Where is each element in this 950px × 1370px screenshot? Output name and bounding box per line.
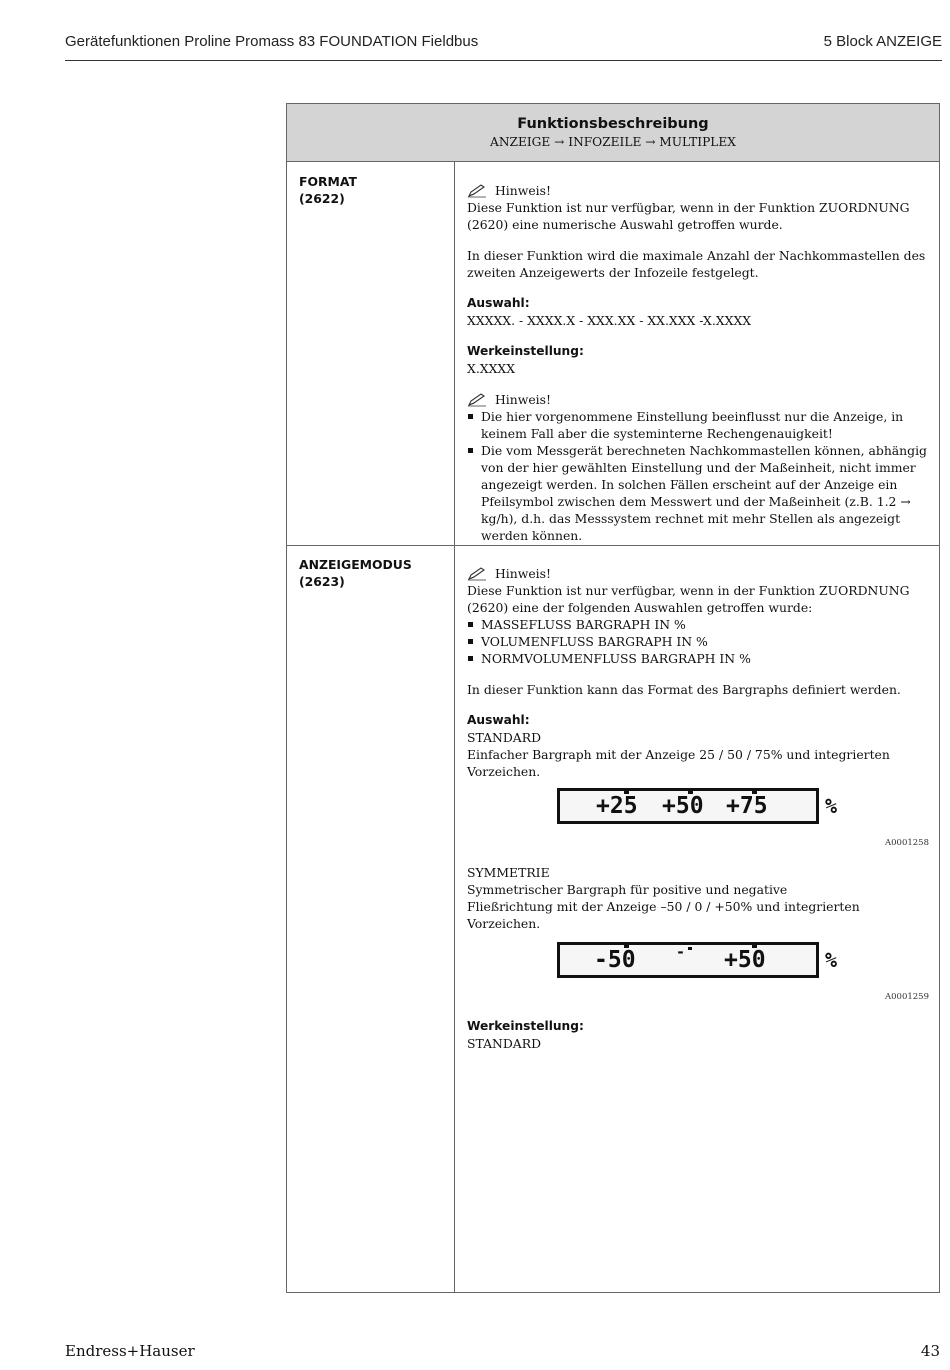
figure-id: A0001259 xyxy=(885,992,929,1002)
list-item: Die vom Messgerät berechneten Nachkommastellen können, abhängig von der hier gewählten Einstellung und der Maßeinheit, nicht immer angezeigt werden. In solchen Fällen erscheint auf der Anzeige ein Pfeilsymbol zwischen dem Messwert und der Maßeinheit (z.B. 1.2 → kg/h), d.h. das Messsystem rechnet mit mehr Stellen als angezeigt werden können. xyxy=(467,442,929,544)
werkeinstellung-value: X.XXXX xyxy=(467,361,516,376)
function-name-cell xyxy=(287,545,455,1292)
lcd-tick xyxy=(688,947,692,950)
figure-id: A0001258 xyxy=(885,838,929,848)
list-item: VOLUMENFLUSS BARGRAPH IN % xyxy=(467,633,929,650)
bargraph-symmetrie-figure xyxy=(467,942,929,990)
auswahl-label: Auswahl: xyxy=(467,713,530,727)
running-header-title: Gerätefunktionen Proline Promass 83 FOUNDATION Fieldbus xyxy=(65,33,479,50)
function-table xyxy=(286,103,940,1293)
function-name: ANZEIGEMODUS xyxy=(299,557,412,572)
option-symmetrie-name: SYMMETRIE xyxy=(467,865,550,880)
list-item: MASSEFLUSS BARGRAPH IN % xyxy=(467,616,929,633)
lcd-display xyxy=(557,942,819,978)
note-label: Hinweis! xyxy=(495,183,551,198)
function-desc: In dieser Funktion wird die maximale Anzahl der Nachkommastellen des zweiten Anzeigewerts der Infozeile festgelegt. xyxy=(467,248,926,280)
table-header xyxy=(287,104,939,162)
note-heading xyxy=(467,565,929,582)
table-breadcrumb: ANZEIGE → INFOZEILE → MULTIPLEX xyxy=(490,135,736,149)
function-name-cell xyxy=(287,162,455,545)
note-text: Diese Funktion ist nur verfügbar, wenn in der Funktion ZUORDNUNG (2620) eine numerische Auswahl getroffen wurde. xyxy=(467,200,910,232)
running-header-section: 5 Block ANZEIGE xyxy=(823,33,942,50)
werkeinstellung-label: Werkeinstellung: xyxy=(467,1019,584,1033)
table-row-anzeigemodus xyxy=(287,545,939,1292)
option-standard-name: STANDARD xyxy=(467,730,542,745)
option-bullet-list xyxy=(467,616,929,667)
table-title: Funktionsbeschreibung xyxy=(517,116,709,132)
auswahl-label: Auswahl: xyxy=(467,296,530,310)
note-text: Diese Funktion ist nur verfügbar, wenn in der Funktion ZUORDNUNG (2620) eine der folgenden Auswahlen getroffen wurde: xyxy=(467,583,910,615)
lcd-value: - xyxy=(676,943,686,961)
lcd-value: +75 xyxy=(726,793,768,819)
note-heading xyxy=(467,391,929,408)
function-code: (2622) xyxy=(299,191,345,206)
lcd-value: +50 xyxy=(662,793,704,819)
function-desc: In dieser Funktion kann das Format des Bargraphs definiert werden. xyxy=(467,682,901,697)
lcd-unit: % xyxy=(825,794,838,818)
option-symmetrie-desc: Symmetrischer Bargraph für positive und negative Fließrichtung mit der Anzeige –50 / 0 / +50% und integrierten Vorzeichen. xyxy=(467,882,860,931)
auswahl-value: XXXXX. - XXXX.X - XXX.XX - XX.XXX -X.XXXX xyxy=(467,313,752,328)
note-label: Hinweis! xyxy=(495,566,551,581)
note-label: Hinweis! xyxy=(495,392,551,407)
werkeinstellung-label: Werkeinstellung: xyxy=(467,344,584,358)
function-code: (2623) xyxy=(299,574,345,589)
function-name: FORMAT xyxy=(299,174,357,189)
werkeinstellung-value: STANDARD xyxy=(467,1036,542,1051)
list-item: Die hier vorgenommene Einstellung beeinflusst nur die Anzeige, in keinem Fall aber die systeminterne Rechengenauigkeit! xyxy=(467,408,929,442)
table-row-format xyxy=(287,162,939,546)
option-standard-desc: Einfacher Bargraph mit der Anzeige 25 / 50 / 75% und integrierten Vorzeichen. xyxy=(467,747,890,779)
bargraph-standard-figure xyxy=(467,788,929,836)
lcd-value: +25 xyxy=(596,793,638,819)
pencil-note-icon xyxy=(467,393,487,407)
note-heading xyxy=(467,182,929,199)
function-description-cell xyxy=(455,545,939,1292)
header-rule xyxy=(65,60,942,61)
lcd-value: +50 xyxy=(724,947,766,973)
pencil-note-icon xyxy=(467,184,487,198)
lcd-unit: % xyxy=(825,948,838,972)
lcd-value: -50 xyxy=(594,947,636,973)
page-number: 43 xyxy=(920,1342,940,1360)
list-item: NORMVOLUMENFLUSS BARGRAPH IN % xyxy=(467,650,929,667)
pencil-note-icon xyxy=(467,567,487,581)
function-description-cell xyxy=(455,162,939,545)
footer-brand: Endress+Hauser xyxy=(65,1342,195,1360)
lcd-display xyxy=(557,788,819,824)
note-bullet-list xyxy=(467,408,929,544)
